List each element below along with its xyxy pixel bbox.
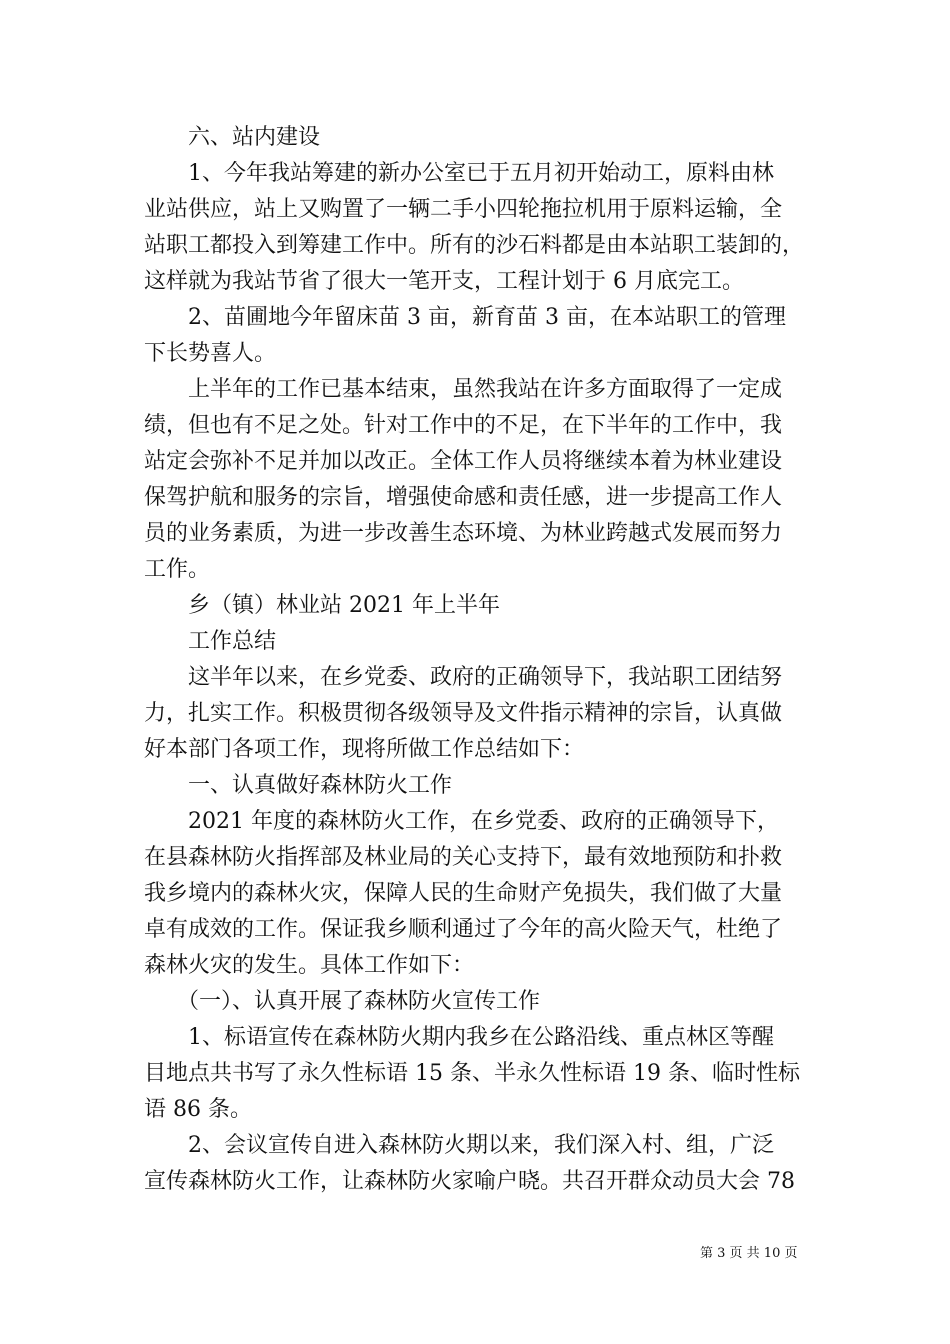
text-line: 绩，但也有不足之处。针对工作中的不足，在下半年的工作中，我 (144, 413, 783, 438)
text-line: 好本部门各项工作，现将所做工作总结如下： (144, 737, 585, 762)
text-line: 业站供应，站上又购置了一辆二手小四轮拖拉机用于原料运输，全 (144, 197, 783, 222)
text-line: 乡（镇）林业站 2021 年上半年 (144, 593, 500, 618)
text-line: 工作总结 (144, 629, 277, 654)
text-line: 一、认真做好森林防火工作 (144, 773, 453, 798)
text-line: （一）、认真开展了森林防火宣传工作 (144, 989, 541, 1014)
text-line: 2、苗圃地今年留床苗 3 亩，新育苗 3 亩，在本站职工的管理 (144, 305, 786, 330)
text-line: 这样就为我站节省了很大一笔开支，工程计划于 6 月底完工。 (144, 269, 744, 294)
text-line: 上半年的工作已基本结束，虽然我站在许多方面取得了一定成 (144, 377, 783, 402)
text-line: 保驾护航和服务的宗旨，增强使命感和责任感，进一步提高工作人 (144, 485, 783, 510)
text-line: 员的业务素质，为进一步改善生态环境、为林业跨越式发展而努力 (144, 521, 783, 546)
text-line: 在县森林防火指挥部及林业局的关心支持下，最有效地预防和扑救 (144, 845, 783, 870)
text-line: 这半年以来，在乡党委、政府的正确领导下，我站职工团结努 (144, 665, 783, 690)
text-line: 六、站内建设 (144, 125, 321, 150)
text-line: 1、标语宣传在森林防火期内我乡在公路沿线、重点林区等醒 (144, 1025, 774, 1050)
text-line: 语 86 条。 (144, 1097, 252, 1122)
text-line: 2、会议宣传自进入森林防火期以来，我们深入村、组，广泛 (144, 1133, 774, 1158)
text-line: 卓有成效的工作。保证我乡顺利通过了今年的高火险天气，杜绝了 (144, 917, 783, 942)
text-line: 目地点共书写了永久性标语 15 条、半永久性标语 19 条、临时性标 (144, 1061, 800, 1086)
text-line: 站职工都投入到筹建工作中。所有的沙石料都是由本站职工装卸的， (144, 233, 805, 258)
text-line: 站定会弥补不足并加以改正。全体工作人员将继续本着为林业建设 (144, 449, 783, 474)
text-line: 1、今年我站筹建的新办公室已于五月初开始动工，原料由林 (144, 161, 774, 186)
text-line: 森林火灾的发生。具体工作如下： (144, 953, 475, 978)
page-footer: 第 3 页 共 10 页 (700, 1246, 798, 1261)
text-line: 下长势喜人。 (144, 341, 277, 366)
text-line: 宣传森林防火工作，让森林防火家喻户晓。共召开群众动员大会 78 (144, 1169, 795, 1194)
document-body (144, 120, 806, 1200)
text-line: 工作。 (144, 557, 211, 582)
text-line: 力，扎实工作。积极贯彻各级领导及文件指示精神的宗旨，认真做 (144, 701, 783, 726)
text-line: 我乡境内的森林火灾，保障人民的生命财产免损失，我们做了大量 (144, 881, 783, 906)
text-line: 2021 年度的森林防火工作，在乡党委、政府的正确领导下， (144, 809, 779, 834)
